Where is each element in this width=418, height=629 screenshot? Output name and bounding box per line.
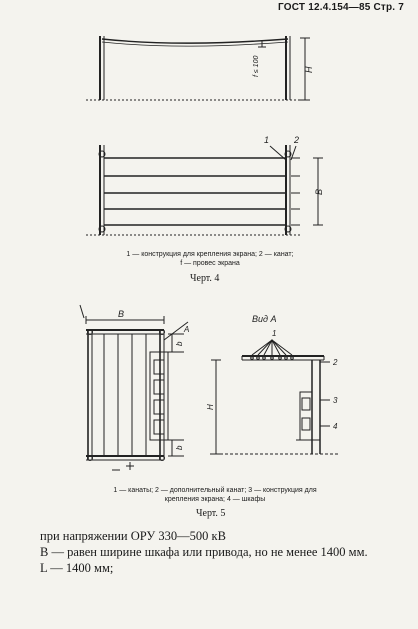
fig4-front-view [86, 145, 323, 235]
fig5-h-label: H [206, 404, 215, 410]
fig5-callout-3: 3 [333, 396, 338, 405]
fig5-a-label: A [184, 325, 190, 334]
fig5-caption-line2: крепления экрана; 4 — шкафы [164, 496, 266, 503]
fig5-view-label: Вид А [252, 314, 277, 324]
fig5-b-label: B [118, 309, 125, 319]
fig5-callout-4: 4 [333, 422, 338, 431]
fig5-caption [70, 486, 360, 504]
fig4-h-label: H [304, 66, 314, 73]
fig5-left-drawing [80, 305, 188, 470]
fig5-callout-1: 1 [272, 329, 277, 338]
fig4-callout-1: 1 [264, 135, 270, 145]
body-line-2: B — равен ширине шкафа или привода, но не менее 1400 мм. [40, 545, 368, 559]
body-text [40, 528, 368, 576]
fig4-elevation [86, 36, 310, 100]
body-line-1: при напряжении ОРУ 330—500 кВ [40, 529, 226, 543]
body-line-3: L — 1400 мм; [40, 561, 114, 575]
fig4-title: Черт. 4 [190, 273, 220, 284]
fig5-b-bottom-label: b [175, 445, 184, 450]
fig4-caption [80, 250, 340, 268]
fig4-caption-line1: 1 — конструкция для крепления экрана; 2 — канат; [126, 251, 294, 258]
fig4-f-label: f ≤ 100 [253, 55, 260, 77]
fig5-b-top-label: b [175, 341, 184, 346]
fig5-right-drawing [210, 340, 340, 454]
fig4-caption-line2: f — провес экрана [180, 260, 240, 267]
fig5-title: Черт. 5 [196, 508, 226, 519]
fig5-caption-line1: 1 — канаты; 2 — дополнительный канат; 3 — конструкция для [113, 487, 317, 494]
fig4-b-label: B [314, 188, 324, 195]
fig5-callout-2: 2 [333, 358, 338, 367]
fig4-callout-2: 2 [294, 135, 300, 145]
page-header: ГОСТ 12.4.154—85 Стр. 7 [278, 2, 404, 13]
